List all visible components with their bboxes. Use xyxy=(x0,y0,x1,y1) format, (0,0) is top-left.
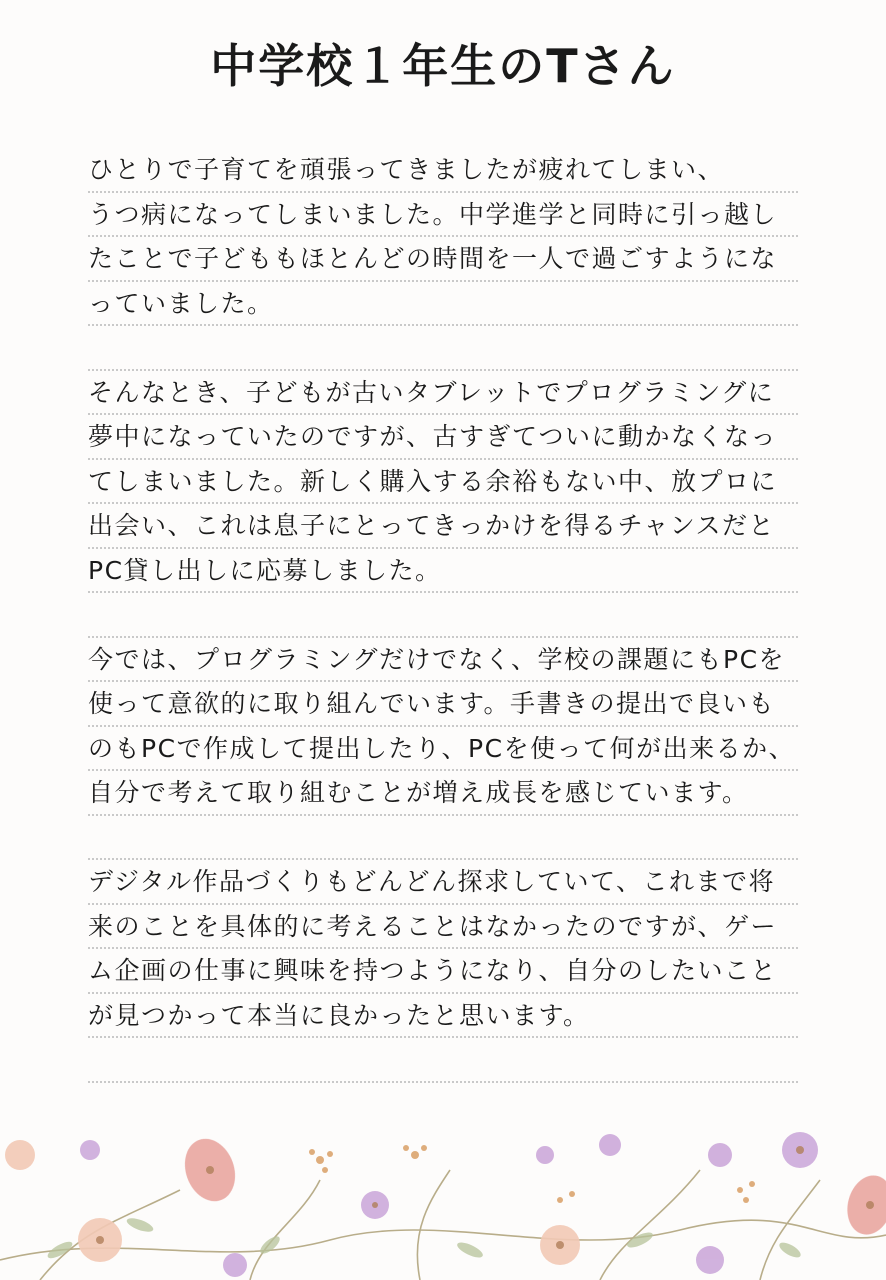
text-line xyxy=(88,1038,798,1083)
text-line: 出会い、これは息子にとってきっかけを得るチャンスだと xyxy=(88,504,798,549)
text-line: ひとりで子育てを頑張ってきましたが疲れてしまい、 xyxy=(88,148,798,193)
text-line: ム企画の仕事に興味を持つようになり、自分のしたいこと xyxy=(88,949,798,994)
text-line: のもPCで作成して提出したり、PCを使って何が出来るか、 xyxy=(88,727,798,772)
text-line: っていました。 xyxy=(88,282,798,327)
text-line: そんなとき、子どもが古いタブレットでプログラミングに xyxy=(88,371,798,416)
text-line: 使って意欲的に取り組んでいます。手書きの提出で良いも xyxy=(88,682,798,727)
text-line: 今では、プログラミングだけでなく、学校の課題にもPCを xyxy=(88,638,798,683)
text-line xyxy=(88,816,798,861)
text-line: 来のことを具体的に考えることはなかったのですが、ゲー xyxy=(88,905,798,950)
text-line: 自分で考えて取り組むことが増え成長を感じています。 xyxy=(88,771,798,816)
text-line: うつ病になってしまいました。中学進学と同時に引っ越し xyxy=(88,193,798,238)
text-line: たことで子どももほとんどの時間を一人で過ごすようにな xyxy=(88,237,798,282)
text-line: PC貸し出しに応募しました。 xyxy=(88,549,798,594)
text-line: デジタル作品づくりもどんどん探求していて、これまで将 xyxy=(88,860,798,905)
text-line: 夢中になっていたのですが、古すぎてついに動かなくなっ xyxy=(88,415,798,460)
text-line xyxy=(88,326,798,371)
text-line: が見つかって本当に良かったと思います。 xyxy=(88,994,798,1039)
text-line xyxy=(88,593,798,638)
text-line: てしまいました。新しく購入する余裕もない中、放プロに xyxy=(88,460,798,505)
page-title: 中学校１年生のTさん xyxy=(210,39,676,93)
floral-border-illustration xyxy=(0,1110,886,1280)
lined-text-area xyxy=(88,148,798,1083)
